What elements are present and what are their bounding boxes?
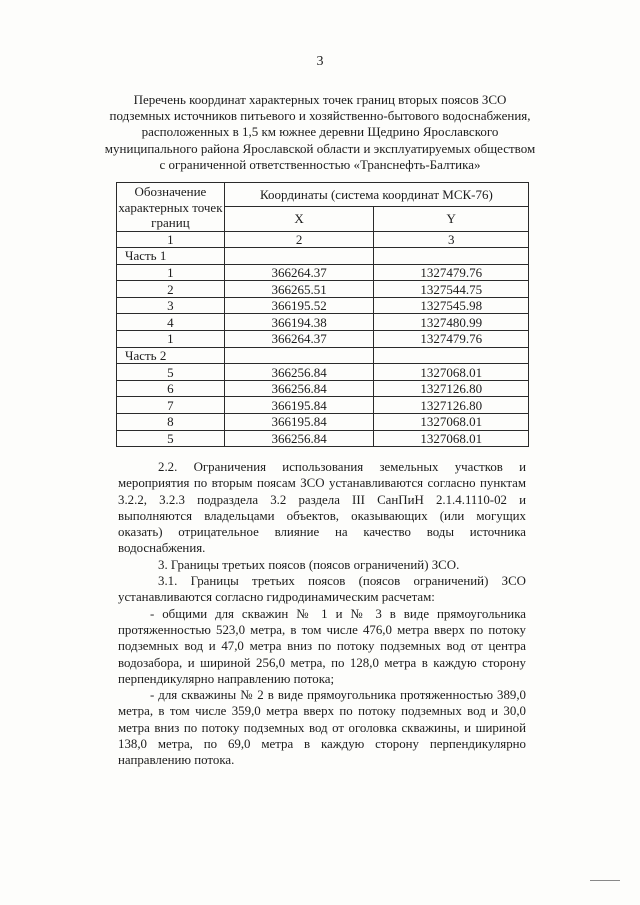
paragraph: - для скважины № 2 в виде прямоугольника протяженностью 389,0 метра, в том числе 359,0 метра вверх по потоку подземных вод и 30,0 метра вниз по потоку подземных вод от оголовка скважины, и шириной 138,0 метра, по 69,0 метра в каждую сторону перпендикулярно направлению потока. xyxy=(118,688,526,768)
paragraph: 2.2. Ограничения использования земельных участков и мероприятия по вторым поясам ЗСО устанавливаются согласно пунктам 3.2.2, 3.2.3 подраздела 3.2 раздела III СанПиН 2.1.4.1110-02 и выполняются владельцами объектов, оказывающих (или могущих оказать) отрицательное влияние на качество воды источника водоснабжения. xyxy=(118,460,526,556)
coord-x: 366195.84 xyxy=(224,397,374,414)
coord-y: 1327545.98 xyxy=(374,297,529,314)
point-id: 1 xyxy=(117,264,225,281)
table-row xyxy=(117,264,529,281)
coord-y: 1327068.01 xyxy=(374,430,529,447)
column-number: 1 xyxy=(117,231,225,248)
table-cell xyxy=(224,347,374,364)
table-row xyxy=(117,331,529,348)
column-number: 2 xyxy=(224,231,374,248)
title-line: с ограниченной ответственностью «Транснефть-Балтика» xyxy=(159,156,481,172)
document-body xyxy=(118,459,526,769)
point-id: 3 xyxy=(117,297,225,314)
table-row xyxy=(117,430,529,447)
coord-y: 1327544.75 xyxy=(374,281,529,298)
coord-y: 1327126.80 xyxy=(374,380,529,397)
table-row xyxy=(117,414,529,431)
table-cell xyxy=(224,248,374,265)
header-x: X xyxy=(224,207,374,231)
point-id: 5 xyxy=(117,364,225,381)
coord-x: 366265.51 xyxy=(224,281,374,298)
coord-x: 366264.37 xyxy=(224,331,374,348)
point-id: 5 xyxy=(117,430,225,447)
header-coordinates: Координаты (система координат МСК-76) xyxy=(224,183,528,207)
coord-x: 366256.84 xyxy=(224,380,374,397)
part-row xyxy=(117,347,529,364)
point-id: 4 xyxy=(117,314,225,331)
document-title xyxy=(100,92,540,173)
table-cell xyxy=(374,248,529,265)
part-label: Часть 1 xyxy=(117,248,225,265)
coordinates-table xyxy=(116,182,529,447)
table-row xyxy=(117,297,529,314)
coord-y: 1327479.76 xyxy=(374,264,529,281)
title-line: подземных источников питьевого и хозяйственно-бытового водоснабжения, xyxy=(109,108,531,124)
point-id: 1 xyxy=(117,331,225,348)
table-header-row xyxy=(117,183,529,207)
coord-y: 1327479.76 xyxy=(374,331,529,348)
coord-y: 1327068.01 xyxy=(374,414,529,431)
coord-x: 366256.84 xyxy=(224,364,374,381)
header-y: Y xyxy=(374,207,529,231)
point-id: 8 xyxy=(117,414,225,431)
table-row xyxy=(117,281,529,298)
table-row xyxy=(117,364,529,381)
point-id: 6 xyxy=(117,380,225,397)
coord-x: 366256.84 xyxy=(224,430,374,447)
page-number: 3 xyxy=(316,54,324,69)
header-point-designation: Обозначение характерных точек границ xyxy=(118,184,223,230)
table-row xyxy=(117,314,529,331)
scan-mark xyxy=(590,880,620,881)
paragraph: - общими для скважин № 1 и № 3 в виде прямоугольника протяженностью 523,0 метра, в том числе 476,0 метра вверх по потоку подземных вод и 47,0 метра вниз по потоку подземных вод от центра водозабора, и шириной 256,0 метра, по 128,0 метра в каждую сторону перпендикулярно направлению потока; xyxy=(118,606,526,686)
coord-y: 1327068.01 xyxy=(374,364,529,381)
coord-x: 366195.84 xyxy=(224,414,374,431)
table-row xyxy=(117,380,529,397)
part-label: Часть 2 xyxy=(117,347,225,364)
coord-y: 1327480.99 xyxy=(374,314,529,331)
coord-y: 1327126.80 xyxy=(374,397,529,414)
paragraph: 3.1. Границы третьих поясов (поясов ограничений) ЗСО устанавливаются согласно гидродинамическим расчетам: xyxy=(118,574,526,605)
point-id: 7 xyxy=(117,397,225,414)
part-row xyxy=(117,248,529,265)
title-line: муниципального района Ярославской области и эксплуатируемых обществом xyxy=(104,140,536,156)
title-line: расположенных в 1,5 км южнее деревни Щедрино Ярославского xyxy=(141,124,499,140)
paragraph: 3. Границы третьих поясов (поясов ограничений) ЗСО. xyxy=(158,557,460,572)
coord-x: 366264.37 xyxy=(224,264,374,281)
column-number-row xyxy=(117,231,529,248)
title-line: Перечень координат характерных точек границ вторых поясов ЗСО xyxy=(133,92,507,107)
table-row xyxy=(117,397,529,414)
coord-x: 366195.52 xyxy=(224,297,374,314)
table-cell xyxy=(374,347,529,364)
column-number: 3 xyxy=(374,231,529,248)
point-id: 2 xyxy=(117,281,225,298)
coord-x: 366194.38 xyxy=(224,314,374,331)
